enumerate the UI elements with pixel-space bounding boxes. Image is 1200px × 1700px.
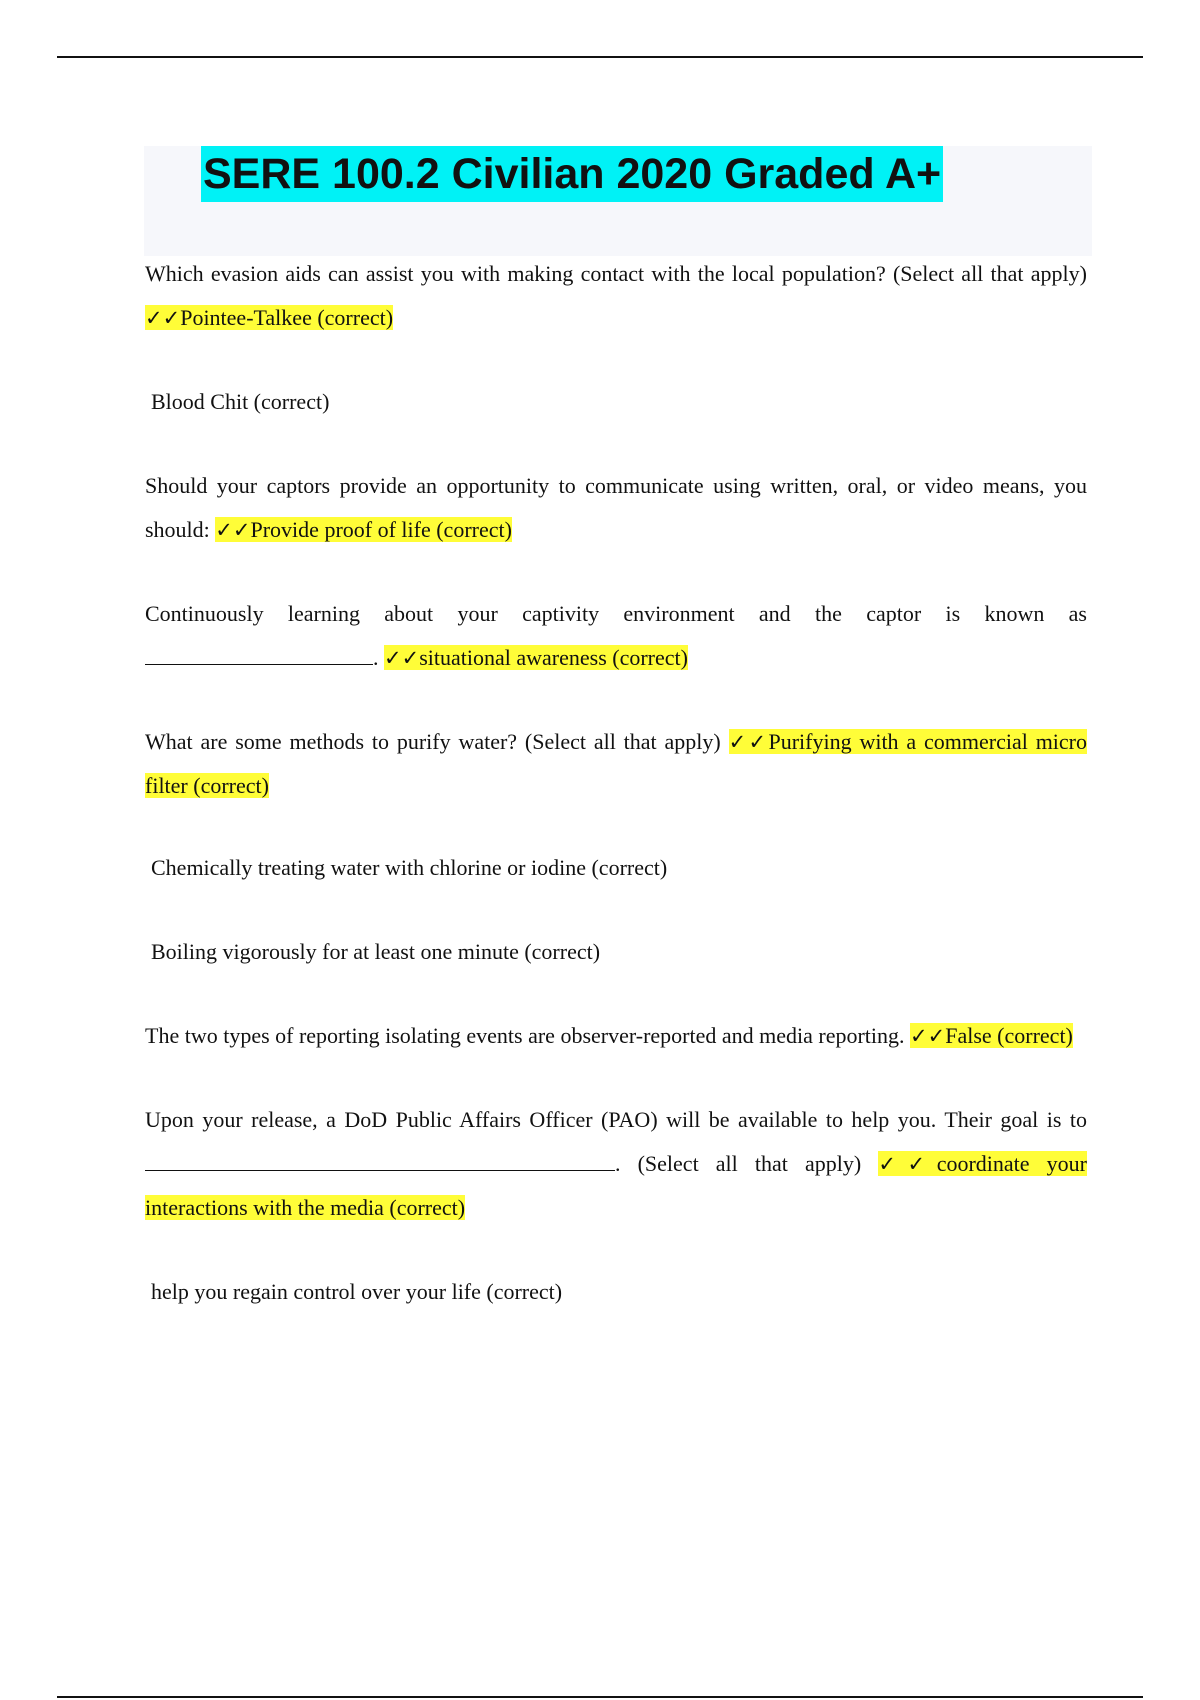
answer-highlight [384, 645, 688, 670]
option-line: Blood Chit (correct) [151, 389, 330, 414]
question-text-after: . (Select all that apply) [615, 1151, 862, 1176]
answer-highlight [215, 517, 512, 542]
double-check-icon: ✓✓ [910, 1024, 946, 1048]
answer-text: False (correct) [945, 1023, 1073, 1048]
question-3: Continuously learning about your captivity environment and the captor is known as . ✓✓situational awareness (correct) [145, 601, 1087, 670]
answer-highlight [910, 1023, 1073, 1048]
top-rule [57, 56, 1143, 58]
document-body [145, 252, 1087, 1354]
question-text: The two types of reporting isolating events are observer-reported and media reporting. [145, 1023, 905, 1048]
double-check-icon: ✓✓ [215, 518, 251, 542]
double-check-icon: ✓✓ [384, 646, 420, 670]
answer-text: Pointee-Talkee (correct) [180, 305, 394, 330]
answer-highlight [145, 305, 393, 330]
question-5 [145, 1014, 1087, 1058]
question-text: What are some methods to purify water? (Select all that apply) [145, 729, 721, 754]
question-text: Should your captors provide an opportunity to communicate using written, oral, or video means, you should: [145, 473, 1087, 542]
answer-blank [145, 642, 373, 665]
double-check-icon: ✓✓ [728, 730, 769, 754]
answer-text: situational awareness (correct) [419, 645, 688, 670]
option-line: Chemically treating water with chlorine or iodine (correct) [151, 855, 668, 880]
double-check-icon: ✓✓ [145, 306, 181, 330]
answer-text: Purifying with a commercial micro filter (correct) [145, 729, 1088, 798]
double-check-icon: ✓✓ [878, 1152, 937, 1176]
question-1 [145, 252, 1087, 340]
bottom-rule [57, 1696, 1143, 1698]
answer-text: Provide proof of life (correct) [250, 517, 512, 542]
question-2 [145, 464, 1087, 552]
question-text: Continuously learning about your captivity environment and the captor is known as [145, 601, 1087, 626]
option-line: help you regain control over your life (correct) [151, 1279, 563, 1304]
option-line: Boiling vigorously for at least one minute (correct) [151, 939, 601, 964]
question-text: Upon your release, a DoD Public Affairs Officer (PAO) will be available to help you. Their goal is to [145, 1107, 1087, 1132]
question-text: Which evasion aids can assist you with making contact with the local population? (Select all that apply) [145, 261, 1087, 286]
answer-blank [145, 1148, 615, 1171]
question-4 [145, 720, 1087, 808]
question-6 [145, 1098, 1087, 1230]
answer-text: coordinate your interactions with the media (correct) [145, 1151, 1087, 1220]
document-title: SERE 100.2 Civilian 2020 Graded A+ [201, 146, 943, 202]
